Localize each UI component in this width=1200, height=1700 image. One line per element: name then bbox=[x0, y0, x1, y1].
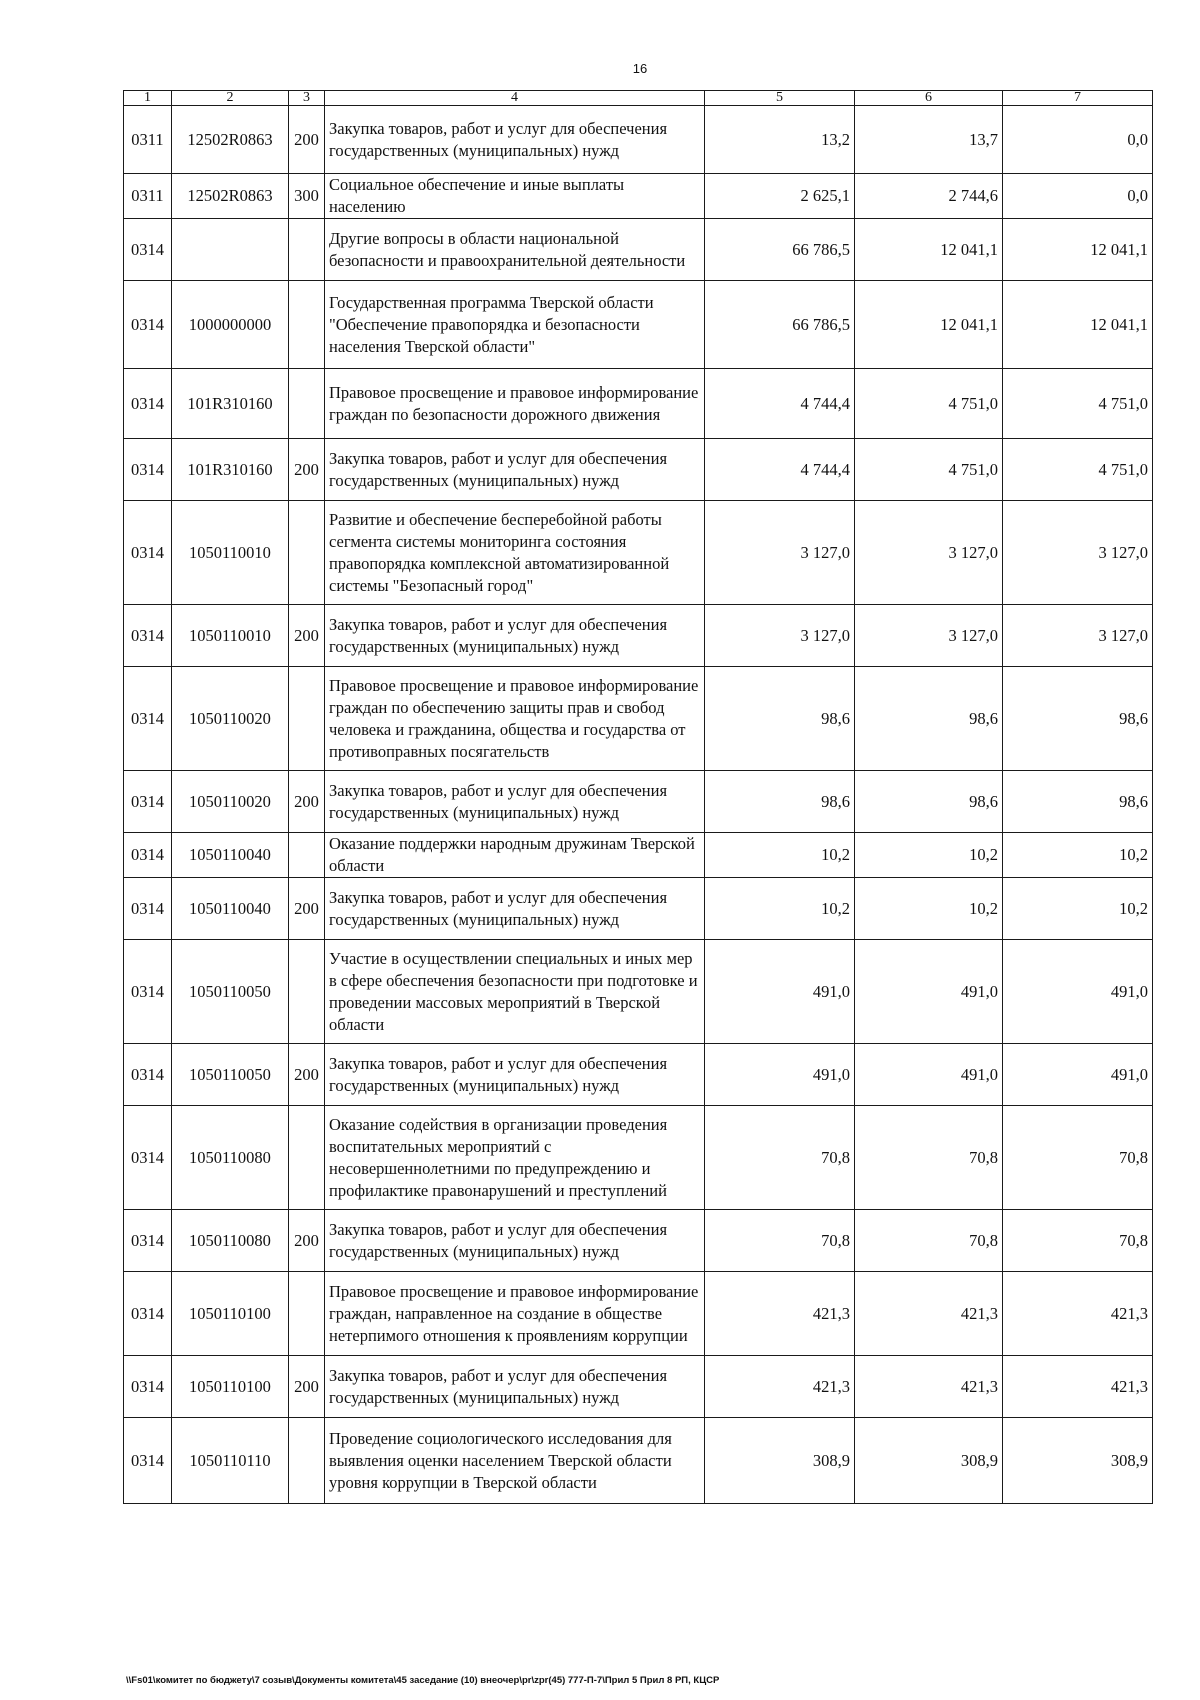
amount-col7-cell: 3 127,0 bbox=[1003, 605, 1153, 667]
section-code-cell: 0314 bbox=[124, 605, 172, 667]
amount-col5-cell: 2 625,1 bbox=[705, 174, 855, 219]
amount-col6-cell: 12 041,1 bbox=[855, 219, 1003, 281]
item-name-cell: Участие в осуществлении специальных и иных мер в сфере обеспечения безопасности при подготовке и проведении массовых мероприятий в Тверской области bbox=[325, 940, 705, 1044]
table-row bbox=[124, 219, 1153, 281]
target-article-cell: 101R310160 bbox=[172, 439, 289, 501]
amount-col6-cell: 10,2 bbox=[855, 878, 1003, 940]
expense-type-cell bbox=[289, 1272, 325, 1356]
column-number-7: 7 bbox=[1003, 91, 1153, 106]
table-row bbox=[124, 1106, 1153, 1210]
item-name-cell: Социальное обеспечение и иные выплаты населению bbox=[325, 174, 705, 219]
amount-col6-cell: 421,3 bbox=[855, 1356, 1003, 1418]
amount-col7-cell: 4 751,0 bbox=[1003, 439, 1153, 501]
amount-col6-cell: 10,2 bbox=[855, 833, 1003, 878]
expense-type-cell: 200 bbox=[289, 605, 325, 667]
expense-type-cell: 200 bbox=[289, 439, 325, 501]
amount-col6-cell: 491,0 bbox=[855, 1044, 1003, 1106]
table-row bbox=[124, 878, 1153, 940]
amount-col5-cell: 491,0 bbox=[705, 1044, 855, 1106]
file-path: \\Fs01\комитет по бюджету\7 созыв\Документы комитета\45 заседание (10) внеочер\pr\zpr(45) 777-П-7\Прил 5 Прил 8 РП, КЦСР bbox=[126, 1675, 720, 1686]
expense-type-cell bbox=[289, 1106, 325, 1210]
table-row bbox=[124, 501, 1153, 605]
amount-col6-cell: 70,8 bbox=[855, 1106, 1003, 1210]
amount-col5-cell: 421,3 bbox=[705, 1272, 855, 1356]
amount-col5-cell: 421,3 bbox=[705, 1356, 855, 1418]
amount-col7-cell: 308,9 bbox=[1003, 1418, 1153, 1504]
target-article-cell: 12502R0863 bbox=[172, 174, 289, 219]
amount-col5-cell: 4 744,4 bbox=[705, 439, 855, 501]
amount-col7-cell: 3 127,0 bbox=[1003, 501, 1153, 605]
amount-col5-cell: 70,8 bbox=[705, 1210, 855, 1272]
amount-col7-cell: 98,6 bbox=[1003, 667, 1153, 771]
section-code-cell: 0314 bbox=[124, 501, 172, 605]
expense-type-cell: 200 bbox=[289, 878, 325, 940]
item-name-cell: Закупка товаров, работ и услуг для обеспечения государственных (муниципальных) нужд bbox=[325, 106, 705, 174]
target-article-cell bbox=[172, 219, 289, 281]
amount-col6-cell: 491,0 bbox=[855, 940, 1003, 1044]
item-name-cell: Оказание поддержки народным дружинам Тверской области bbox=[325, 833, 705, 878]
item-name-cell: Оказание содействия в организации проведения воспитательных мероприятий с несовершеннолетними по предупреждению и профилактике правонарушений и преступлений bbox=[325, 1106, 705, 1210]
expense-type-cell: 200 bbox=[289, 1356, 325, 1418]
table-row bbox=[124, 1272, 1153, 1356]
table-row bbox=[124, 1210, 1153, 1272]
amount-col6-cell: 421,3 bbox=[855, 1272, 1003, 1356]
amount-col7-cell: 4 751,0 bbox=[1003, 369, 1153, 439]
amount-col5-cell: 66 786,5 bbox=[705, 281, 855, 369]
item-name-cell: Закупка товаров, работ и услуг для обеспечения государственных (муниципальных) нужд bbox=[325, 1356, 705, 1418]
section-code-cell: 0314 bbox=[124, 369, 172, 439]
amount-col7-cell: 70,8 bbox=[1003, 1106, 1153, 1210]
amount-col6-cell: 12 041,1 bbox=[855, 281, 1003, 369]
table-row bbox=[124, 1418, 1153, 1504]
item-name-cell: Правовое просвещение и правовое информирование граждан по безопасности дорожного движения bbox=[325, 369, 705, 439]
section-code-cell: 0314 bbox=[124, 1356, 172, 1418]
expense-type-cell bbox=[289, 219, 325, 281]
amount-col7-cell: 421,3 bbox=[1003, 1356, 1153, 1418]
item-name-cell: Проведение социологического исследования для выявления оценки населением Тверской области уровня коррупции в Тверской области bbox=[325, 1418, 705, 1504]
expense-type-cell: 300 bbox=[289, 174, 325, 219]
amount-col5-cell: 66 786,5 bbox=[705, 219, 855, 281]
table-row bbox=[124, 106, 1153, 174]
expense-type-cell: 200 bbox=[289, 771, 325, 833]
amount-col5-cell: 13,2 bbox=[705, 106, 855, 174]
target-article-cell: 1050110020 bbox=[172, 667, 289, 771]
column-number-1: 1 bbox=[124, 91, 172, 106]
expense-type-cell bbox=[289, 281, 325, 369]
expense-type-cell bbox=[289, 1418, 325, 1504]
target-article-cell: 12502R0863 bbox=[172, 106, 289, 174]
page-number: 16 bbox=[632, 61, 648, 76]
table-row bbox=[124, 369, 1153, 439]
amount-col7-cell: 421,3 bbox=[1003, 1272, 1153, 1356]
item-name-cell: Закупка товаров, работ и услуг для обеспечения государственных (муниципальных) нужд bbox=[325, 1044, 705, 1106]
section-code-cell: 0311 bbox=[124, 106, 172, 174]
amount-col5-cell: 3 127,0 bbox=[705, 605, 855, 667]
table-row bbox=[124, 833, 1153, 878]
amount-col6-cell: 2 744,6 bbox=[855, 174, 1003, 219]
amount-col5-cell: 491,0 bbox=[705, 940, 855, 1044]
table-row bbox=[124, 940, 1153, 1044]
amount-col6-cell: 70,8 bbox=[855, 1210, 1003, 1272]
target-article-cell: 1050110080 bbox=[172, 1106, 289, 1210]
expense-type-cell: 200 bbox=[289, 106, 325, 174]
amount-col5-cell: 98,6 bbox=[705, 771, 855, 833]
section-code-cell: 0314 bbox=[124, 833, 172, 878]
amount-col6-cell: 3 127,0 bbox=[855, 501, 1003, 605]
amount-col5-cell: 10,2 bbox=[705, 833, 855, 878]
budget-table bbox=[123, 90, 1153, 1504]
amount-col6-cell: 308,9 bbox=[855, 1418, 1003, 1504]
amount-col7-cell: 12 041,1 bbox=[1003, 281, 1153, 369]
expense-type-cell bbox=[289, 369, 325, 439]
column-number-5: 5 bbox=[705, 91, 855, 106]
item-name-cell: Закупка товаров, работ и услуг для обеспечения государственных (муниципальных) нужд bbox=[325, 1210, 705, 1272]
amount-col7-cell: 491,0 bbox=[1003, 940, 1153, 1044]
amount-col6-cell: 98,6 bbox=[855, 667, 1003, 771]
target-article-cell: 1050110100 bbox=[172, 1272, 289, 1356]
expense-type-cell: 200 bbox=[289, 1044, 325, 1106]
section-code-cell: 0314 bbox=[124, 439, 172, 501]
amount-col5-cell: 10,2 bbox=[705, 878, 855, 940]
amount-col7-cell: 98,6 bbox=[1003, 771, 1153, 833]
table-row bbox=[124, 667, 1153, 771]
section-code-cell: 0311 bbox=[124, 174, 172, 219]
section-code-cell: 0314 bbox=[124, 878, 172, 940]
item-name-cell: Закупка товаров, работ и услуг для обеспечения государственных (муниципальных) нужд bbox=[325, 439, 705, 501]
section-code-cell: 0314 bbox=[124, 771, 172, 833]
section-code-cell: 0314 bbox=[124, 1044, 172, 1106]
table-row bbox=[124, 174, 1153, 219]
item-name-cell: Закупка товаров, работ и услуг для обеспечения государственных (муниципальных) нужд bbox=[325, 771, 705, 833]
table-row bbox=[124, 771, 1153, 833]
amount-col6-cell: 98,6 bbox=[855, 771, 1003, 833]
target-article-cell: 1050110040 bbox=[172, 878, 289, 940]
amount-col7-cell: 491,0 bbox=[1003, 1044, 1153, 1106]
amount-col7-cell: 0,0 bbox=[1003, 174, 1153, 219]
amount-col7-cell: 12 041,1 bbox=[1003, 219, 1153, 281]
target-article-cell: 101R310160 bbox=[172, 369, 289, 439]
table-row bbox=[124, 439, 1153, 501]
column-number-2: 2 bbox=[172, 91, 289, 106]
target-article-cell: 1050110050 bbox=[172, 940, 289, 1044]
section-code-cell: 0314 bbox=[124, 1418, 172, 1504]
section-code-cell: 0314 bbox=[124, 1272, 172, 1356]
section-code-cell: 0314 bbox=[124, 219, 172, 281]
target-article-cell: 1050110110 bbox=[172, 1418, 289, 1504]
amount-col5-cell: 3 127,0 bbox=[705, 501, 855, 605]
target-article-cell: 1050110020 bbox=[172, 771, 289, 833]
amount-col6-cell: 4 751,0 bbox=[855, 439, 1003, 501]
section-code-cell: 0314 bbox=[124, 940, 172, 1044]
item-name-cell: Закупка товаров, работ и услуг для обеспечения государственных (муниципальных) нужд bbox=[325, 878, 705, 940]
section-code-cell: 0314 bbox=[124, 1106, 172, 1210]
item-name-cell: Развитие и обеспечение бесперебойной работы сегмента системы мониторинга состояния правопорядка комплексной автоматизированной системы "Безопасный город" bbox=[325, 501, 705, 605]
table-row bbox=[124, 1044, 1153, 1106]
item-name-cell: Закупка товаров, работ и услуг для обеспечения государственных (муниципальных) нужд bbox=[325, 605, 705, 667]
item-name-cell: Правовое просвещение и правовое информирование граждан по обеспечению защиты прав и свобод человека и гражданина, общества и государства от противоправных посягательств bbox=[325, 667, 705, 771]
column-number-4: 4 bbox=[325, 91, 705, 106]
target-article-cell: 1050110010 bbox=[172, 501, 289, 605]
amount-col5-cell: 4 744,4 bbox=[705, 369, 855, 439]
target-article-cell: 1000000000 bbox=[172, 281, 289, 369]
section-code-cell: 0314 bbox=[124, 1210, 172, 1272]
item-name-cell: Государственная программа Тверской области "Обеспечение правопорядка и безопасности населения Тверской области" bbox=[325, 281, 705, 369]
expense-type-cell bbox=[289, 940, 325, 1044]
amount-col6-cell: 4 751,0 bbox=[855, 369, 1003, 439]
expense-type-cell bbox=[289, 833, 325, 878]
amount-col7-cell: 70,8 bbox=[1003, 1210, 1153, 1272]
column-number-6: 6 bbox=[855, 91, 1003, 106]
section-code-cell: 0314 bbox=[124, 281, 172, 369]
expense-type-cell bbox=[289, 501, 325, 605]
amount-col7-cell: 10,2 bbox=[1003, 878, 1153, 940]
target-article-cell: 1050110050 bbox=[172, 1044, 289, 1106]
target-article-cell: 1050110080 bbox=[172, 1210, 289, 1272]
amount-col6-cell: 13,7 bbox=[855, 106, 1003, 174]
table-body bbox=[124, 106, 1153, 1504]
amount-col6-cell: 3 127,0 bbox=[855, 605, 1003, 667]
amount-col5-cell: 98,6 bbox=[705, 667, 855, 771]
amount-col7-cell: 0,0 bbox=[1003, 106, 1153, 174]
column-number-3: 3 bbox=[289, 91, 325, 106]
target-article-cell: 1050110010 bbox=[172, 605, 289, 667]
amount-col7-cell: 10,2 bbox=[1003, 833, 1153, 878]
table-row bbox=[124, 281, 1153, 369]
amount-col5-cell: 308,9 bbox=[705, 1418, 855, 1504]
column-number-header-row bbox=[124, 91, 1153, 106]
table-row bbox=[124, 1356, 1153, 1418]
amount-col5-cell: 70,8 bbox=[705, 1106, 855, 1210]
section-code-cell: 0314 bbox=[124, 667, 172, 771]
target-article-cell: 1050110100 bbox=[172, 1356, 289, 1418]
expense-type-cell: 200 bbox=[289, 1210, 325, 1272]
target-article-cell: 1050110040 bbox=[172, 833, 289, 878]
item-name-cell: Правовое просвещение и правовое информирование граждан, направленное на создание в обществе нетерпимого отношения к проявлениям коррупции bbox=[325, 1272, 705, 1356]
item-name-cell: Другие вопросы в области национальной безопасности и правоохранительной деятельности bbox=[325, 219, 705, 281]
expense-type-cell bbox=[289, 667, 325, 771]
table-row bbox=[124, 605, 1153, 667]
